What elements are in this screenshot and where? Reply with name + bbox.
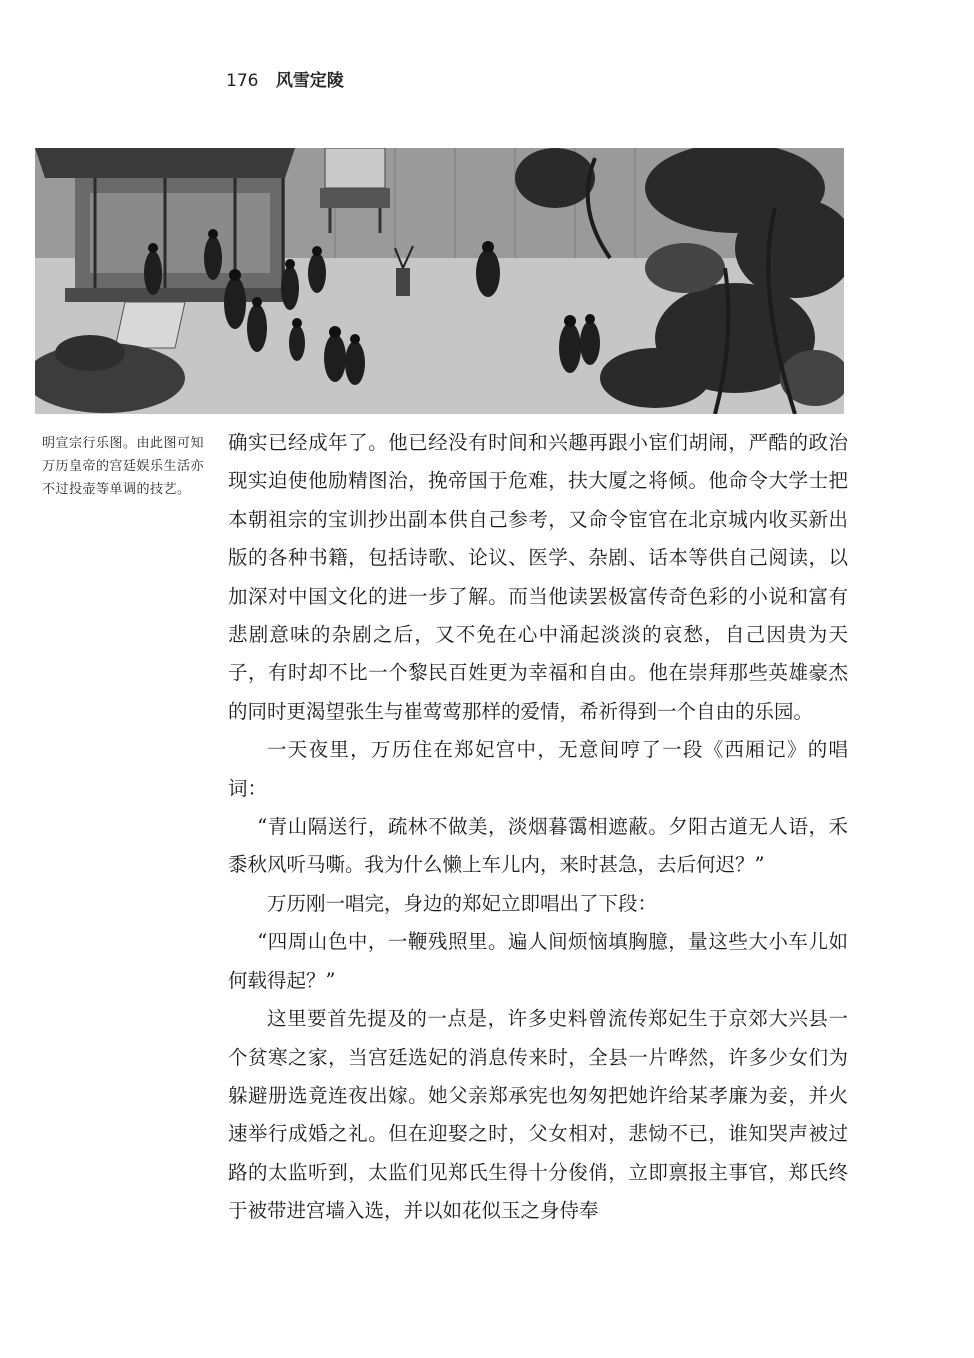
page-number: 176 [226, 71, 259, 91]
figure-caption: 明宣宗行乐图。由此图可知万历皇帝的宫廷娱乐生活亦不过投壶等单调的技艺。 [42, 436, 205, 497]
paragraph: 确实已经成年了。他已经没有时间和兴趣再跟小宦们胡闹，严酷的政治现实迫使他励精图治，挽帝国于危难，扶大厦之将倾。他命令大学士把本朝祖宗的宝训抄出副本供自己参考，又命令宦官在北京城内收买新出版的各种书籍，包括诗歌、论议、医学、杂剧、话本等供自己阅读，以加深对中国文化的进一步了解。而当他读罢极富传奇色彩的小说和富有悲剧意味的杂剧之后，又不免在心中涌起淡淡的哀愁，自己因贵为天子，有时却不比一个黎民百姓更为幸福和自由。他在崇拜那些英雄豪杰的同时更渴望张生与崔莺莺那样的爱情，希祈得到一个自由的乐园。 [228, 431, 848, 723]
book-title: 风雪定陵 [275, 71, 344, 91]
paragraph: 一天夜里，万历住在郑妃宫中，无意间哼了一段《西厢记》的唱词： [228, 738, 848, 800]
paragraph: 万历刚一唱完，身边的郑妃立即唱出了下段： [267, 891, 658, 915]
painting-image [35, 148, 844, 414]
running-header [226, 66, 344, 91]
illustration-painting [35, 148, 844, 414]
body-text [228, 424, 848, 1231]
quote-paragraph: “四周山色中，一鞭残照里。遍人间烦恼填胸臆，量这些大小车儿如何载得起？” [228, 930, 848, 992]
paragraph: 这里要首先提及的一点是，许多史料曾流传郑妃生于京郊大兴县一个贫寒之家，当宫廷选妃的消息传来时，全县一片哗然，许多少女们为躲避册选竟连夜出嫁。她父亲郑承宪也匆匆把她许给某孝廉为妾，并火速举行成婚之礼。但在迎娶之时，父女相对，悲恸不已，谁知哭声被过路的太监听到，太监们见郑氏生得十分俊俏，立即禀报主事官，郑氏终于被带进宫墙入选，并以如花似玉之身侍奉 [228, 1007, 848, 1223]
quote-paragraph: “青山隔送行，疏林不做美，淡烟暮霭相遮蔽。夕阳古道无人语，禾黍秋风听马嘶。我为什么懒上车儿内，来时甚急，去后何迟？” [228, 815, 848, 877]
